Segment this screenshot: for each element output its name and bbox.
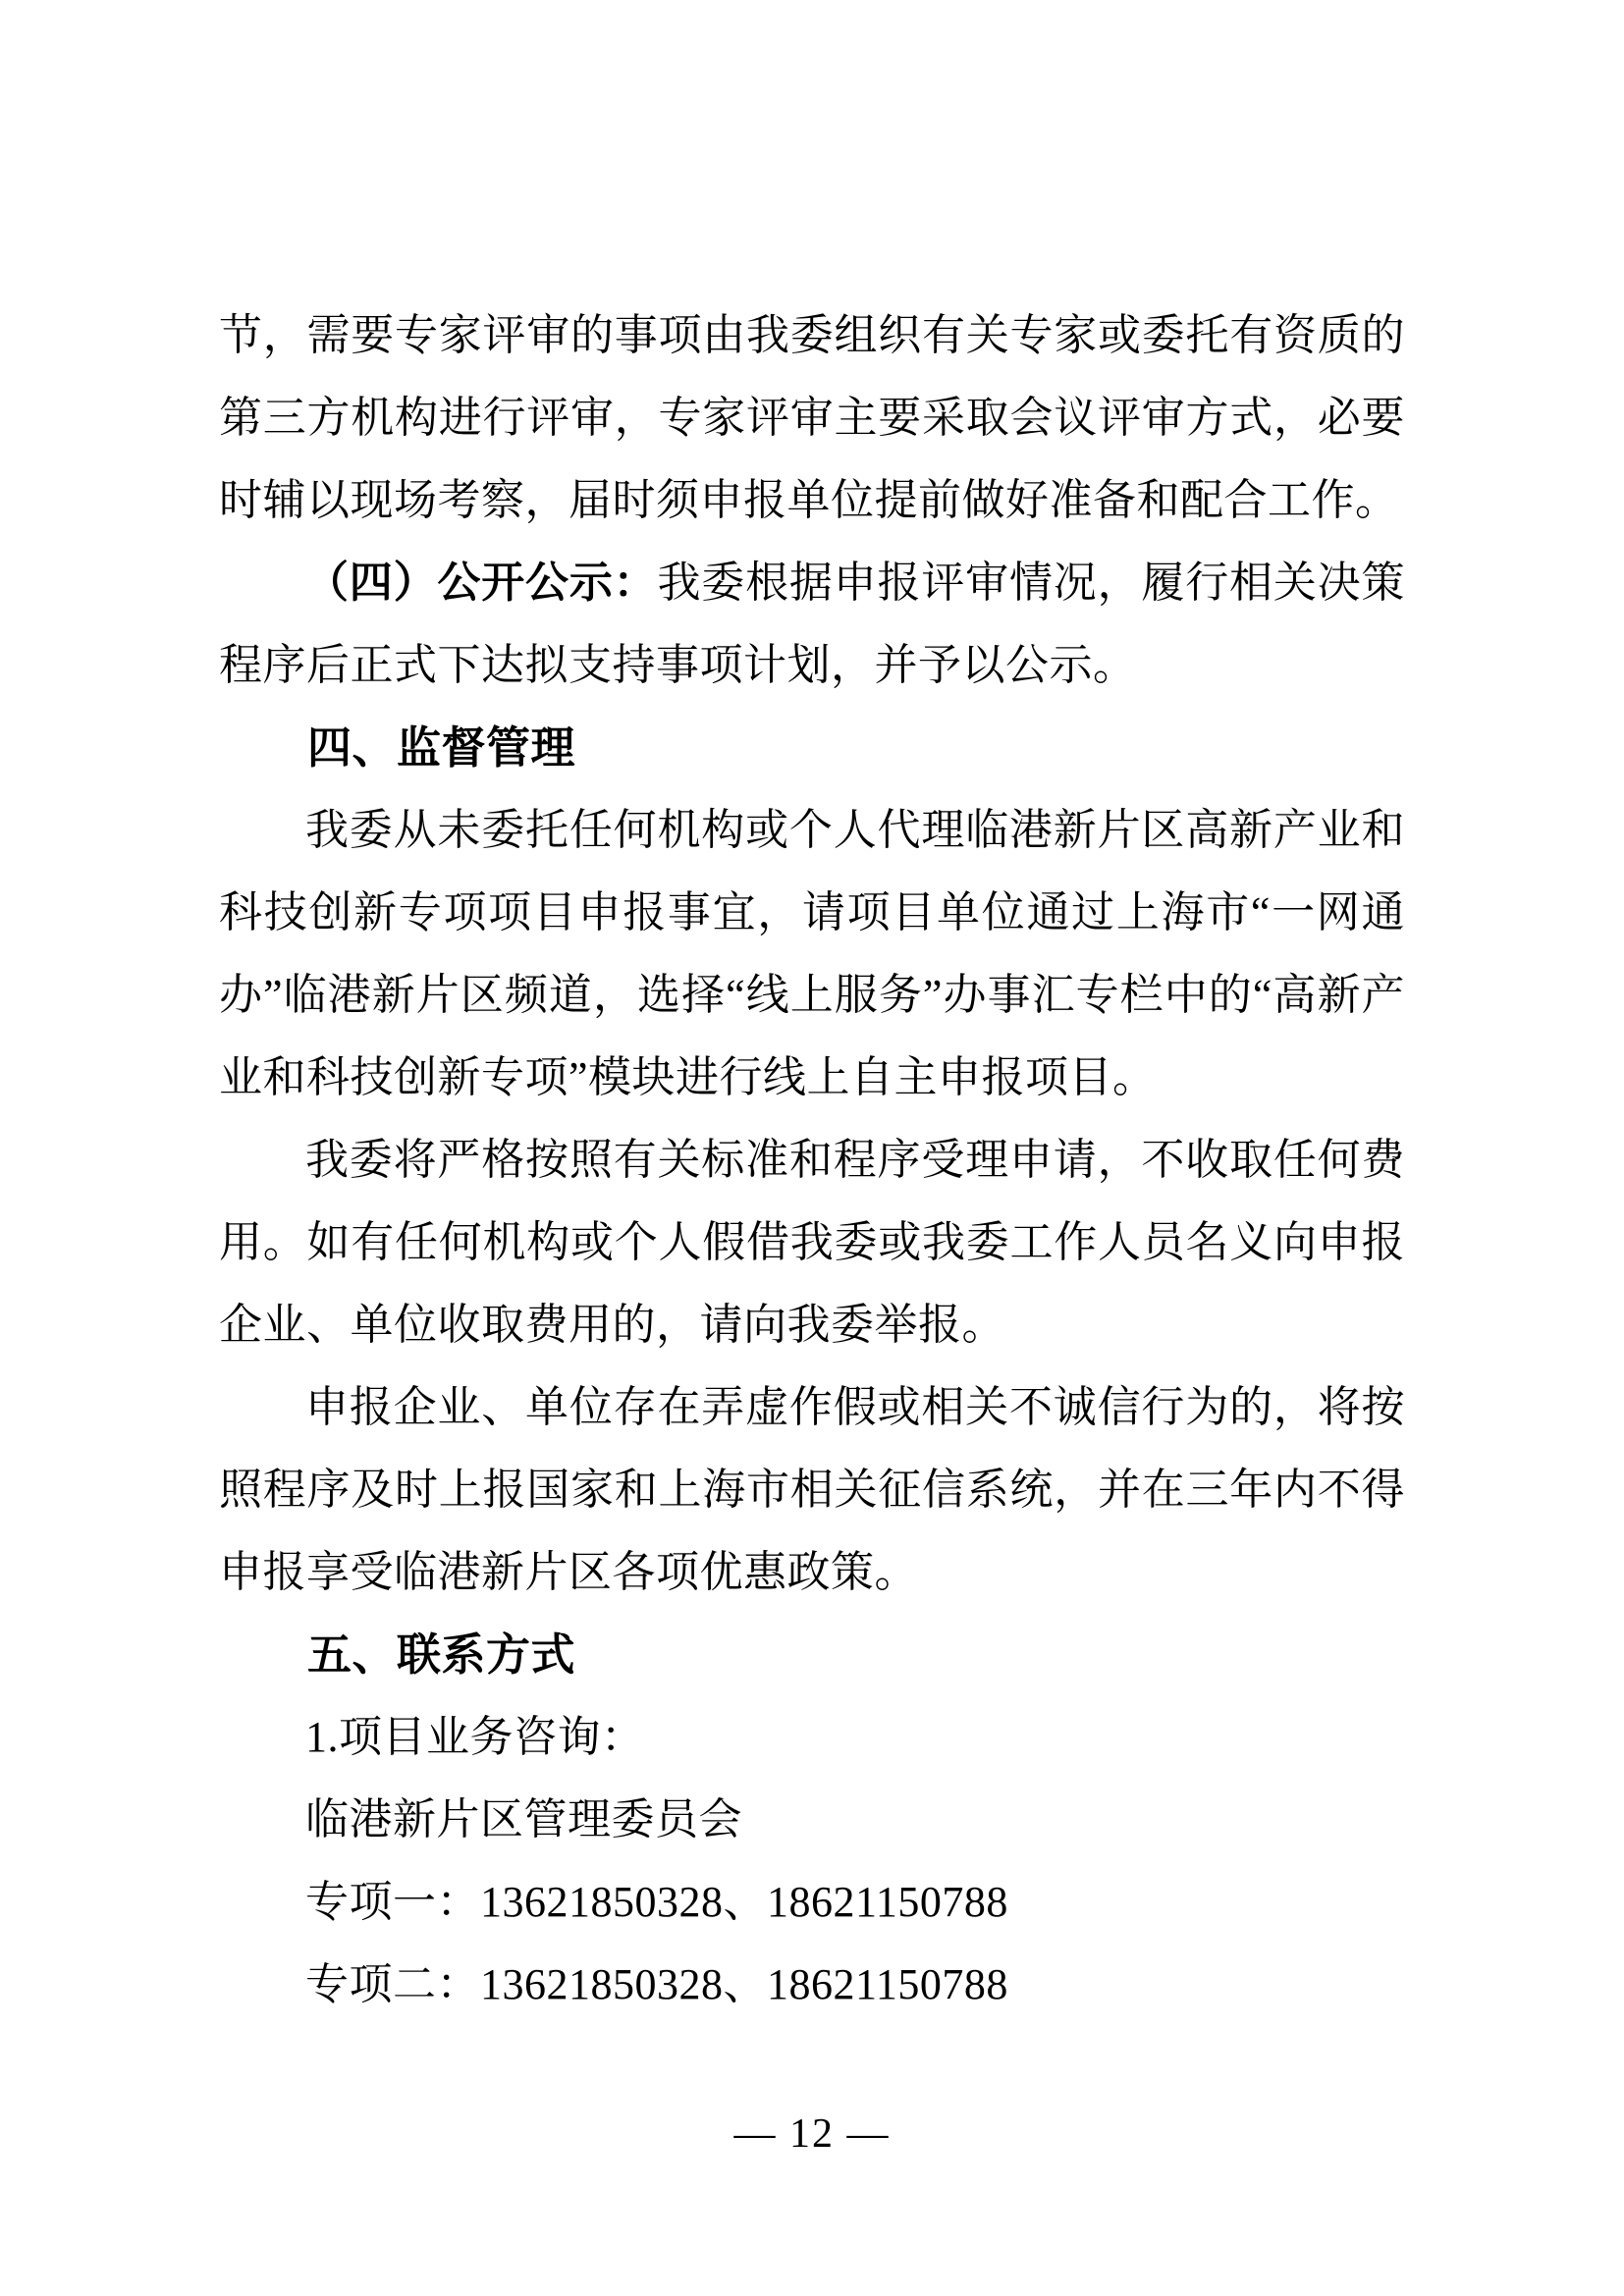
line-phone-special-2: 专项二：13621850328、18621150788 xyxy=(305,1960,1008,2008)
paragraph-no-fees: 我委将严格按照有关标准和程序受理申请，不收取任何费用。如有任何机构或个人假借我委或我委工作人员名义向申报企业、单位收取费用的，请向我委举报。 xyxy=(219,1136,1405,1349)
page-number: — 12 — xyxy=(733,2111,891,2157)
paragraph-public-notice-lead: （四）公开公示： xyxy=(305,559,658,607)
paragraph-application-channel: 我委从未委托任何机构或个人代理临港新片区高新产业和科技创新专项项目申报事宜，请项目单位通过上海市“一网通办”临港新片区频道，选择“线上服务”办事汇专栏中的“高新产业和科技创新专项”模块进行线上自主申报项目。 xyxy=(219,806,1405,1101)
line-consult-title: 1.项目业务咨询： xyxy=(305,1713,645,1761)
line-phone-special-1: 专项一：13621850328、18621150788 xyxy=(305,1878,1008,1926)
paragraph-public-notice-text: 我委根据申报评审情况，履行相关决策程序后正式下达拟支持事项计划，并予以公示。 xyxy=(219,559,1405,689)
section-heading-contact: 五、联系方式 xyxy=(307,1629,576,1680)
document-body xyxy=(219,294,1405,2026)
line-org-name: 临港新片区管理委员会 xyxy=(305,1795,742,1843)
paragraph-public-notice xyxy=(219,542,1405,707)
paragraph-expert-review: 节，需要专家评审的事项由我委组织有关专家或委托有资质的第三方机构进行评审，专家评审主要采取会议评审方式，必要时辅以现场考察，届时须申报单位提前做好准备和配合工作。 xyxy=(219,311,1405,524)
paragraph-credit-penalty: 申报企业、单位存在弄虚作假或相关不诚信行为的，将按照程序及时上报国家和上海市相关征信系统，并在三年内不得申报享受临港新片区各项优惠政策。 xyxy=(219,1383,1405,1596)
section-heading-supervision: 四、监督管理 xyxy=(307,722,576,773)
